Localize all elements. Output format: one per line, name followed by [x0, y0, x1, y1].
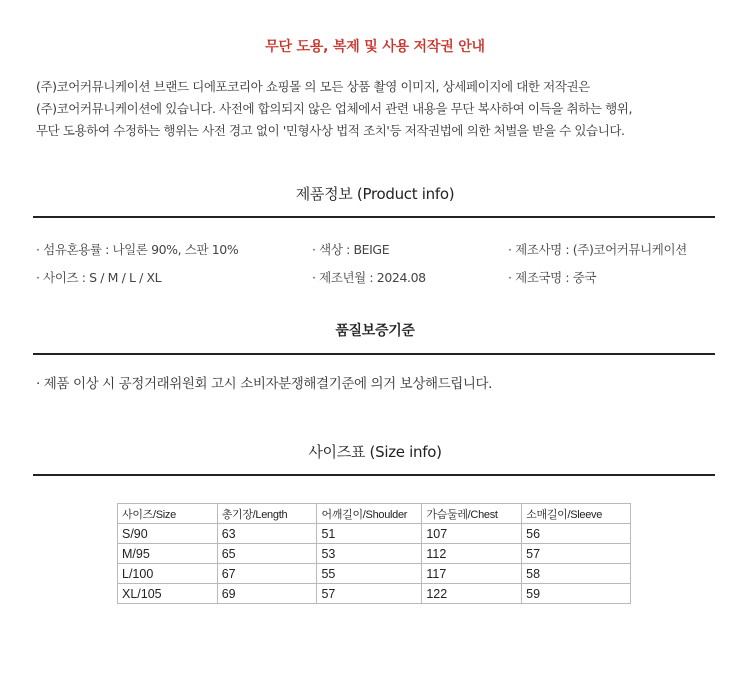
- size-table-cell: 122: [422, 584, 522, 604]
- copyright-notice-line: (주)코어커뮤니케이션 브랜드 디에포코리아 쇼핑몰 의 모든 상품 촬영 이미지, 상세페이지에 대한 저작권은: [36, 79, 590, 94]
- quality-guarantee-title: 품질보증기준: [335, 323, 415, 339]
- size-table-header-cell: 가슴둘레/Chest: [422, 504, 522, 524]
- size-table-cell: 65: [217, 544, 317, 564]
- size-table-cell: 107: [422, 524, 522, 544]
- size-table-header-cell: 어깨길이/Shoulder: [317, 504, 422, 524]
- product-info-title: 제품정보 (Product info): [295, 185, 455, 203]
- size-table-header-cell: 사이즈/Size: [118, 504, 218, 524]
- size-table-cell: 53: [317, 544, 422, 564]
- size-table-row: [118, 544, 631, 564]
- copyright-notice-body: [36, 76, 726, 142]
- size-table-cell: 57: [317, 584, 422, 604]
- country-of-origin: · 제조국명 : 중국: [508, 270, 597, 285]
- size-table-header-cell: 소매길이/Sleeve: [522, 504, 631, 524]
- size-table-cell: 63: [217, 524, 317, 544]
- quality-guarantee-text: · 제품 이상 시 공정거래위원회 고시 소비자분쟁해결기준에 의거 보상해드립니다.: [36, 376, 493, 392]
- size-table-cell: 57: [522, 544, 631, 564]
- size-table-cell: 56: [522, 524, 631, 544]
- size-table-cell: 51: [317, 524, 422, 544]
- copyright-notice-title: 무단 도용, 복제 및 사용 저작권 안내: [265, 39, 485, 55]
- quality-guarantee-divider: [33, 353, 715, 355]
- size-table-header-row: [118, 504, 631, 524]
- size-table-row: [118, 524, 631, 544]
- size-table-row: [118, 564, 631, 584]
- size-table-row: [118, 584, 631, 604]
- size-table-cell: XL/105: [118, 584, 218, 604]
- size-table-cell: 67: [217, 564, 317, 584]
- size-info-divider: [33, 474, 715, 476]
- copyright-notice-line: (주)코어커뮤니케이션에 있습니다. 사전에 합의되지 않은 업체에서 관련 내용을 무단 복사하여 이득을 취하는 행위,: [36, 101, 633, 116]
- size-table-cell: M/95: [118, 544, 218, 564]
- size-table-cell: 69: [217, 584, 317, 604]
- size-table-cell: 55: [317, 564, 422, 584]
- size-table-cell: 112: [422, 544, 522, 564]
- manufacture-date: · 제조년월 : 2024.08: [312, 270, 426, 285]
- size-table-header-cell: 총기장/Length: [217, 504, 317, 524]
- product-color: · 색상 : BEIGE: [312, 242, 390, 257]
- manufacturer-name: · 제조사명 : (주)코어커뮤니케이션: [508, 242, 687, 257]
- copyright-notice-line: 무단 도용하여 수정하는 행위는 사전 경고 없이 '민형사상 법적 조치'등 저작권법에 의한 처벌을 받을 수 있습니다.: [36, 123, 625, 138]
- size-table: [117, 503, 631, 604]
- size-table-cell: L/100: [118, 564, 218, 584]
- product-info-divider: [33, 216, 715, 218]
- size-info-title: 사이즈표 (Size info): [308, 443, 442, 461]
- size-table-cell: 59: [522, 584, 631, 604]
- size-table-cell: 117: [422, 564, 522, 584]
- size-table-cell: S/90: [118, 524, 218, 544]
- fabric-composition: · 섬유혼용률 : 나일론 90%, 스판 10%: [36, 242, 239, 257]
- available-sizes: · 사이즈 : S / M / L / XL: [36, 270, 162, 285]
- size-table-cell: 58: [522, 564, 631, 584]
